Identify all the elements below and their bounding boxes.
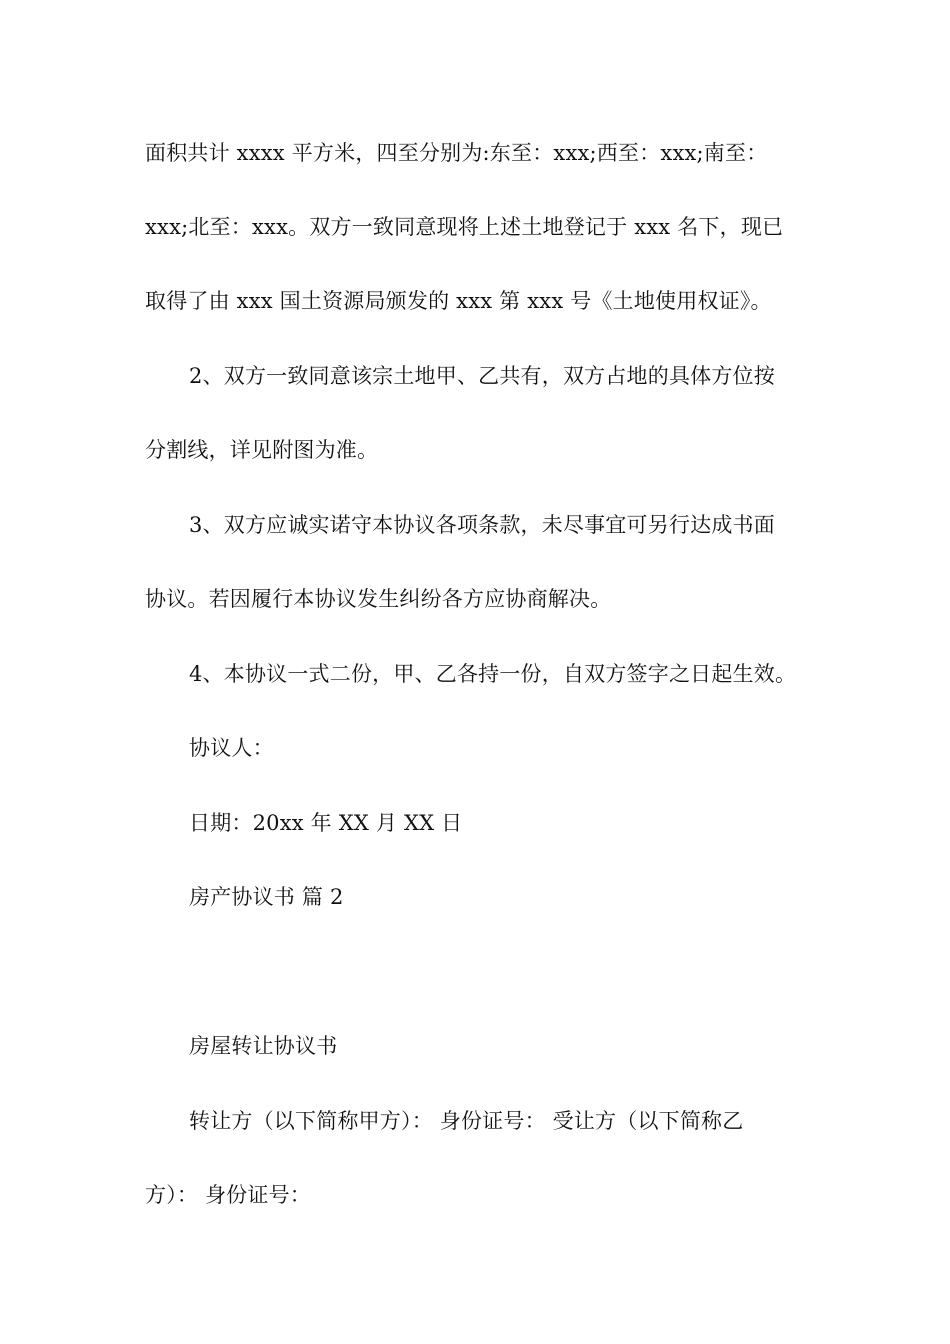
section-heading: 房产协议书 篇 2 xyxy=(189,885,344,909)
agreement-title: 房屋转让协议书 xyxy=(189,1034,338,1058)
clause-3-line-1: 3、双方应诚实诺守本协议各项条款，未尽事宜可另行达成书面 xyxy=(189,513,775,537)
paragraph-1-line-1: 面积共计 xxxx 平方米，四至分别为:东至：xxx;西至：xxx;南至： xyxy=(145,141,768,165)
paragraph-1-line-2: xxx;北至：xxx。双方一致同意现将上述土地登记于 xxx 名下，现已 xyxy=(145,215,784,239)
parties-line-2: 方）： 身份证号： xyxy=(145,1183,311,1207)
clause-4: 4、本协议一式二份，甲、乙各持一份，自双方签字之日起生效。 xyxy=(189,662,797,686)
signatory-label: 协议人： xyxy=(189,736,274,760)
date-line: 日期：20xx 年 XX 月 XX 日 xyxy=(189,811,463,835)
clause-2-line-1: 2、双方一致同意该宗土地甲、乙共有，双方占地的具体方位按 xyxy=(189,364,775,388)
clause-2-line-2: 分割线，详见附图为准。 xyxy=(145,438,379,462)
parties-line-1: 转让方（以下简称甲方）： 身份证号： 受让方（以下简称乙 xyxy=(189,1109,744,1133)
clause-3-line-2: 协议。若因履行本协议发生纠纷各方应协商解决。 xyxy=(145,587,612,611)
paragraph-1-line-3: 取得了由 xxx 国土资源局颁发的 xxx 第 xxx 号《土地使用权证》。 xyxy=(145,289,772,313)
